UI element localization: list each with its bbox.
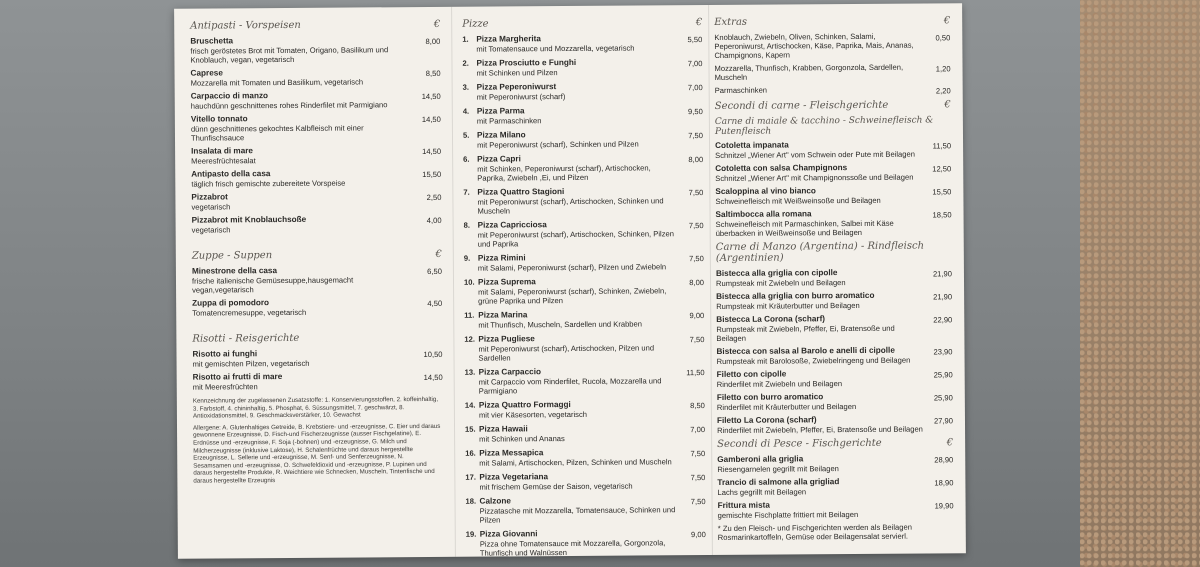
- pizza-number: 1.: [462, 34, 469, 44]
- dish-price: 7,50: [689, 254, 704, 264]
- menu-item: [715, 185, 951, 206]
- dish-description: mit Salami, Peperoniwurst (scharf), Pilzen und Zwiebeln: [477, 262, 667, 273]
- menu-item: [192, 348, 442, 369]
- dish-name: Gamberoni alla griglia: [717, 454, 804, 464]
- dish-price: 15,50: [932, 187, 952, 197]
- zuppe-list: [192, 265, 442, 318]
- dish-name: Frittura mista: [717, 500, 770, 510]
- dish-name: Bistecca alla griglia con cipolle: [715, 268, 838, 278]
- dish-description: mit Tomatensauce und Mozzarella, vegetarisch: [476, 43, 635, 54]
- section-manzo-title: Carne di Manzo (Argentina) - Rindfleisch (Argentinien): [715, 240, 925, 264]
- pizza-item: [465, 399, 705, 420]
- dish-name: Caprese: [190, 68, 223, 78]
- currency-label: €: [695, 17, 703, 29]
- pizza-number: 7.: [463, 187, 470, 197]
- dish-description: mit Parmaschinken: [476, 116, 542, 126]
- menu-item: [716, 208, 952, 238]
- menu-item: [717, 368, 953, 389]
- dish-price: 7,00: [690, 425, 706, 435]
- dish-name: Calzone: [479, 496, 511, 506]
- dish-description: Lachs gegrillt mit Beilagen: [717, 487, 807, 497]
- dish-price: 14,50: [421, 114, 441, 125]
- dish-name: Bistecca La Corona (scharf): [716, 314, 826, 324]
- dish-price: 7,50: [688, 188, 704, 198]
- dish-name: Pizzabrot: [191, 192, 228, 202]
- dish-description: Rumpsteak mit Barolosoße, Zwiebelringeng und Beilagen: [716, 355, 911, 366]
- dish-name: Pizza Quattro Formaggi: [478, 399, 571, 410]
- menu-item: [190, 35, 440, 65]
- menu-item: [192, 214, 442, 235]
- extras-item: [714, 62, 950, 82]
- dish-price: 11,50: [686, 368, 705, 378]
- dish-description: Mozzarella mit Tomaten und Basilikum, vegetarisch: [190, 77, 364, 88]
- dish-description: mit Thunfisch, Muscheln, Sardellen und Krabben: [478, 319, 642, 330]
- extras-price: 2,20: [935, 86, 951, 96]
- menu-item: [717, 391, 953, 412]
- extras-description: Mozzarella, Thunfisch, Krabben, Gorgonzola, Sardellen, Muscheln: [714, 62, 904, 82]
- currency-label: €: [433, 18, 441, 30]
- dish-price: 7,00: [687, 83, 703, 93]
- dish-description: hauchdünn geschnittenes rohes Rinderfilet mit Parmigiano: [190, 100, 388, 111]
- dish-name: Pizza Pugliese: [478, 334, 535, 344]
- dish-name: Filetto La Corona (scharf): [716, 415, 817, 425]
- dish-name: Pizza Giovanni: [479, 529, 538, 539]
- section-carne-title: Secondi di carne - Fleischgerichte: [714, 99, 889, 112]
- dish-price: 8,50: [425, 68, 441, 79]
- dish-price: 14,50: [423, 372, 443, 383]
- dish-description: Rinderfilet mit Zwiebeln, Pfeffer, Ei, Bratensoße und Beilagen: [717, 424, 923, 435]
- dish-name: Bruschetta: [190, 36, 234, 46]
- section-title: [715, 99, 951, 112]
- currency-label: €: [435, 248, 442, 260]
- dish-name: Risotto ai frutti di mare: [192, 372, 283, 382]
- currency-label: €: [943, 15, 951, 27]
- menu-item: [192, 297, 442, 318]
- menu-item: [717, 414, 953, 435]
- menu-item: [718, 499, 954, 520]
- dish-description: mit Salami, Peperoniwurst (scharf), Schinken, Zwiebeln, grüne Paprika und Pilzen: [478, 286, 667, 306]
- dish-description: mit gemischten Pilzen, vegetarisch: [192, 358, 310, 369]
- dish-name: Zuppa di pomodoro: [192, 298, 270, 308]
- pizza-item: [464, 333, 704, 363]
- section-title: [716, 240, 952, 264]
- pizza-number: 8.: [463, 220, 470, 230]
- dish-price: 7,50: [690, 497, 706, 507]
- dish-name: Risotto ai funghi: [192, 349, 258, 359]
- allergens-note: Allergene: A. Glutenhaltiges Getreide, B. Krebstiere- und -erzeugnisse, C. Eier und daraus gewonnene Erzeugnisse, D. Fisch-und Fischerzeugnisse (ausser Fischgelatine), E. Erdnüsse und -erzeugnisse, F. Soja (-bohnen) und -erzeugnisse, G. Milch und Milcherzeugnisse (inklusive Laktose), H. Schalenfrüchte und daraus hergestellte Erzeugnisse, L. Sellerie und -erzeugnisse, M. Senf- und Senferzeugnisse, N. Sesamsamen und -erzeugnisse, O. Schwefeldioxid und -erzeugnisse, P. Lupinen und daraus hergestellte Produkte, R. Weichtiere wie Schnecken, Muscheln, Tintenfische und daraus hergestellte Erzeugnis: [192, 422, 441, 485]
- dish-name: Pizza Marina: [478, 310, 528, 320]
- dish-description: frische italienische Gemüsesuppe,hausgemacht vegan,vegetarisch: [191, 275, 354, 295]
- pizza-item: [462, 57, 702, 78]
- dish-price: 7,50: [690, 473, 706, 483]
- section-title: [714, 15, 950, 28]
- dish-description: mit Peperoniwurst (scharf): [476, 92, 566, 102]
- pizza-number: 14.: [464, 400, 476, 410]
- section-risotti-title: Risotti - Reisgerichte: [192, 332, 300, 345]
- pizza-item: [465, 366, 705, 396]
- dish-price: 18,90: [934, 478, 954, 488]
- pizza-item: [463, 153, 703, 183]
- pizza-number: 15.: [465, 424, 476, 434]
- dish-price: 2,50: [426, 192, 442, 202]
- dish-description: mit Peperoniwurst (scharf), Schinken und Pilzen: [477, 139, 639, 150]
- carpet-background: [1080, 0, 1200, 567]
- dish-price: 7,50: [688, 131, 704, 141]
- dish-price: 18,50: [932, 210, 952, 220]
- extras-description: Knoblauch, Zwiebeln, Oliven, Schinken, Salami, Peperoniwurst, Artischocken, Käse, Paprika, Mais, Ananas, Champignons, Kapern: [714, 31, 914, 60]
- dish-name: Pizza Capricciosa: [477, 220, 547, 230]
- dish-name: Pizza Quattro Stagioni: [477, 187, 565, 197]
- dish-description: Schnitzel „Wiener Art" vom Schwein oder Pute mit Beilagen: [715, 149, 915, 160]
- menu-column-right: [714, 11, 954, 548]
- menu-item: [191, 113, 441, 143]
- dish-price: 8,50: [690, 401, 705, 411]
- dish-price: 15,50: [422, 169, 442, 180]
- dish-price: 22,90: [933, 315, 953, 325]
- dish-description: mit frischem Gemüse der Saison, vegetarisch: [479, 481, 633, 492]
- pizza-item: [464, 219, 704, 249]
- menu-item: [191, 168, 441, 189]
- pizza-number: 5.: [462, 130, 470, 140]
- dish-name: Saltimbocca alla romana: [715, 209, 812, 219]
- dish-description: Tomatencremesuppe, vegetarisch: [192, 307, 307, 318]
- pizza-number: 16.: [465, 448, 476, 458]
- pizza-item: [464, 252, 704, 273]
- pizza-number: 17.: [465, 472, 476, 482]
- additives-note: Kennzeichnung der zugelassenen Zusatzstoffe: 1. Konservierungsstoffen, 2. koffeinhaltig, 3. Farbstoff, 4. chininhaltig, 5. Phosphat, 6. Süssungsmittel, 7. geschwärzt, 8. Antioxidationsmittel, 9. Geschmacksverstärker, 10. Gewachst: [192, 395, 439, 420]
- menu-item: [716, 313, 952, 343]
- fold-line: [708, 5, 713, 555]
- dish-price: 10,50: [423, 349, 443, 360]
- dish-name: Pizza Hawaii: [479, 424, 528, 434]
- menu-item: [191, 67, 441, 88]
- pizza-number: 12.: [464, 334, 475, 344]
- menu-item: [715, 162, 951, 183]
- pizza-number: 18.: [465, 496, 477, 506]
- menu-item: [716, 267, 952, 288]
- dish-description: Rumpsteak mit Zwiebeln und Beilagen: [715, 278, 846, 288]
- dish-price: 8,00: [688, 155, 704, 165]
- dish-description: Schweinefleisch mit Parmaschinken, Salbei mit Käse überbacken in Weißweinsoße und Beilagen: [715, 218, 894, 238]
- pizza-item: [463, 81, 703, 102]
- pizza-number: 11.: [464, 310, 475, 320]
- dish-price: 6,50: [427, 266, 442, 276]
- dish-price: 27,90: [933, 416, 954, 426]
- pizza-number: 2.: [462, 58, 469, 68]
- dish-price: 12,50: [932, 164, 952, 174]
- menu-item: [191, 145, 441, 166]
- manzo-list: [716, 267, 953, 435]
- dish-name: Pizza Milano: [476, 130, 526, 140]
- currency-label: €: [946, 437, 954, 449]
- extras-description: Parmaschinken: [714, 85, 768, 95]
- dish-price: 21,90: [933, 292, 953, 302]
- dish-price: 8,00: [425, 36, 441, 47]
- dish-description: mit vier Käsesorten, vegetarisch: [478, 409, 588, 420]
- dish-description: mit Peperoniwurst (scharf), Artischocken, Schinken und Muscheln: [477, 196, 664, 216]
- menu-item: [717, 476, 953, 497]
- dish-price: 11,50: [932, 141, 952, 151]
- menu-item: [191, 90, 441, 111]
- pizza-item: [466, 528, 706, 558]
- dish-name: Pizza Vegetariana: [479, 472, 549, 482]
- dish-name: Bistecca alla griglia con burro aromatico: [716, 290, 875, 301]
- dish-price: 25,90: [933, 393, 953, 403]
- extras-list: [714, 31, 950, 97]
- pizza-number: 4.: [462, 106, 470, 116]
- dish-description: Rinderfilet mit Zwiebeln und Beilagen: [716, 379, 843, 389]
- dish-name: Bistecca con salsa al Barolo e anelli di cipolle: [716, 345, 895, 356]
- dish-price: 14,50: [422, 146, 442, 157]
- menu-item: [716, 345, 952, 366]
- dish-description: mit Schinken und Ananas: [479, 434, 565, 444]
- dish-description: mit Peperoniwurst (scharf), Artischocken, Pilzen und Sardellen: [478, 343, 655, 363]
- pizza-item: [465, 423, 705, 444]
- dish-name: Pizza Capri: [477, 154, 521, 164]
- menu-item: [192, 265, 442, 295]
- dish-description: mit Schinken, Peperoniwurst (scharf), Artischocken, Paprika, Zwiebeln ,Ei, und Pilzen: [477, 163, 651, 183]
- section-pesce-title: Secondi di Pesce - Fischgerichte: [717, 437, 882, 450]
- pizza-item: [464, 276, 704, 306]
- dish-price: 4,00: [426, 215, 442, 225]
- section-title: [717, 437, 953, 450]
- dish-description: vegetarisch: [191, 202, 231, 212]
- dish-price: 19,90: [934, 501, 954, 511]
- carne-list: [715, 139, 952, 238]
- dish-price: 21,90: [932, 269, 952, 279]
- dish-name: Filetto con cipolle: [716, 369, 787, 379]
- pizza-item: [466, 495, 706, 525]
- pizza-item: [462, 33, 702, 54]
- dish-description: mit Salami, Artischocken, Pilzen, Schinken und Muscheln: [479, 457, 672, 468]
- currency-label: €: [944, 99, 951, 111]
- dish-name: Pizza Margherita: [476, 34, 541, 44]
- dish-name: Antipasto della casa: [191, 169, 271, 179]
- dish-description: mit Meeresfrüchten: [192, 382, 258, 392]
- dish-price: 4,50: [427, 298, 443, 308]
- section-title: [192, 332, 442, 345]
- section-title: [462, 17, 702, 30]
- menu-column-middle: [462, 13, 706, 558]
- dish-name: Pizzabrot mit Knoblauchsoße: [191, 214, 307, 225]
- dish-name: Insalata di mare: [191, 146, 254, 156]
- extras-price: 0,50: [935, 33, 951, 43]
- menu-sheet: [174, 3, 966, 558]
- dish-name: Pizza Carpaccio: [478, 367, 542, 377]
- pizza-item: [463, 105, 703, 126]
- fold-line: [451, 7, 456, 557]
- dish-description: mit Schinken und Pilzen: [476, 68, 558, 78]
- section-title: [190, 19, 440, 32]
- dish-name: Minestrone della casa: [191, 266, 278, 276]
- dish-price: 14,50: [421, 91, 441, 102]
- dish-description: Rumpsteak mit Zwiebeln, Pfeffer, Ei, Bratensoße und Beilagen: [716, 323, 895, 343]
- dish-name: Pizza Parma: [476, 106, 525, 116]
- side-dishes-footnote: * Zu den Fleisch- und Fischgerichten werden als Beilagen Rosmarinkartoffeln, Gemüse oder Beilagensalat servierl.: [717, 522, 912, 542]
- dish-name: Cotoletta impanata: [715, 140, 789, 150]
- dish-name: Cotoletta con salsa Champignons: [715, 163, 848, 173]
- pizza-list: [462, 33, 706, 558]
- section-carne-subtitle: Carne di maiale & tacchino - Schweinefleisch & Putenfleisch: [714, 115, 934, 137]
- pizza-item: [463, 129, 703, 150]
- dish-description: Schweinefleisch mit Weißweinsoße und Beilagen: [715, 195, 881, 206]
- dish-name: Pizza Messapica: [479, 448, 544, 458]
- dish-name: Filetto con burro aromatico: [716, 392, 824, 402]
- dish-name: Trancio di salmone alla grigliad: [717, 477, 840, 487]
- dish-price: 23,90: [933, 347, 953, 357]
- dish-price: 7,50: [688, 221, 704, 231]
- section-zuppe-title: Zuppe - Suppen: [191, 250, 273, 262]
- dish-description: Meeresfrüchtesalat: [191, 156, 256, 166]
- pesce-list: [717, 453, 953, 520]
- dish-name: Pizza Peperoniwurst: [476, 82, 557, 92]
- dish-name: Pizza Suprema: [477, 277, 536, 287]
- dish-description: Pizzatasche mit Mozzarella, Tomatensauce, Schinken und Pilzen: [479, 505, 676, 525]
- menu-item: [717, 453, 953, 474]
- section-title: [192, 249, 442, 262]
- menu-item: [191, 191, 441, 212]
- extras-price: 1,20: [935, 64, 951, 74]
- pizza-item: [465, 447, 705, 468]
- menu-item: [193, 371, 443, 392]
- dish-price: 8,00: [689, 278, 705, 288]
- dish-name: Vitello tonnato: [190, 114, 248, 124]
- dish-name: Scaloppina al vino bianco: [715, 186, 816, 196]
- risotti-list: [192, 348, 442, 392]
- pizza-number: 13.: [464, 367, 476, 377]
- dish-description: frisch geröstetes Brot mit Tomaten, Origano, Basilikum und Knoblauch, vegan, vegetarisch: [190, 45, 389, 65]
- dish-description: Rinderfilet mit Kräuterbutter und Beilagen: [716, 402, 857, 412]
- dish-description: dünn geschnittenes gekochtes Kalbfleisch mit einer Thunfischsauce: [190, 123, 364, 143]
- pizza-item: [465, 471, 705, 492]
- dish-price: 9,00: [690, 530, 706, 540]
- antipasti-list: [190, 35, 441, 235]
- menu-item: [716, 290, 952, 311]
- dish-price: 7,50: [689, 335, 705, 345]
- dish-description: täglich frisch gemischte zubereitete Vorspeise: [191, 178, 346, 189]
- dish-price: 9,00: [689, 311, 705, 321]
- dish-price: 7,50: [690, 449, 706, 459]
- pizza-number: 3.: [462, 82, 470, 92]
- menu-column-left: [190, 15, 444, 552]
- dish-description: gemischte Fischplatte frittiert mit Beilagen: [717, 509, 859, 520]
- dish-description: Riesengarnelen gegrillt mit Beilagen: [717, 464, 839, 474]
- dish-description: Schnitzel „Wiener Art" mit Champignonssoße und Beilagen: [715, 172, 914, 183]
- pizza-number: 10.: [463, 277, 475, 287]
- dish-description: mit Peperoniwurst (scharf), Artischocken, Schinken, Pilzen und Paprika: [477, 229, 674, 249]
- dish-price: 5,50: [687, 35, 703, 45]
- dish-name: Pizza Rimini: [477, 253, 526, 263]
- dish-name: Pizza Prosciutto e Funghi: [476, 57, 577, 68]
- section-pizze-title: Pizze: [462, 18, 489, 30]
- extras-item: [715, 84, 951, 97]
- dish-description: Pizza ohne Tomatensauce mit Mozzarella, Gorgonzola, Thunfisch und Walnüssen: [479, 538, 666, 558]
- dish-price: 25,90: [933, 370, 953, 380]
- pizza-number: 9.: [463, 253, 471, 263]
- dish-price: 28,90: [934, 455, 954, 465]
- section-antipasti-title: Antipasti - Vorspeisen: [190, 19, 301, 32]
- dish-name: Carpaccio di manzo: [190, 91, 269, 101]
- additives-allergens-notes: [193, 396, 444, 485]
- dish-description: Rumpsteak mit Kräuterbutter und Beilagen: [716, 300, 860, 311]
- dish-price: 9,50: [688, 107, 703, 117]
- pizza-item: [463, 186, 703, 216]
- dish-description: vegetarisch: [191, 225, 231, 235]
- pizza-number: 6.: [463, 154, 470, 164]
- section-extras-title: Extras: [714, 16, 748, 28]
- dish-price: 7,00: [687, 59, 703, 69]
- extras-item: [714, 31, 950, 60]
- dish-description: mit Carpaccio vom Rinderfilet, Rucola, Mozzarella und Parmigiano: [478, 376, 662, 396]
- pizza-item: [464, 309, 704, 330]
- pizza-number: 19.: [465, 529, 477, 539]
- menu-item: [715, 139, 951, 160]
